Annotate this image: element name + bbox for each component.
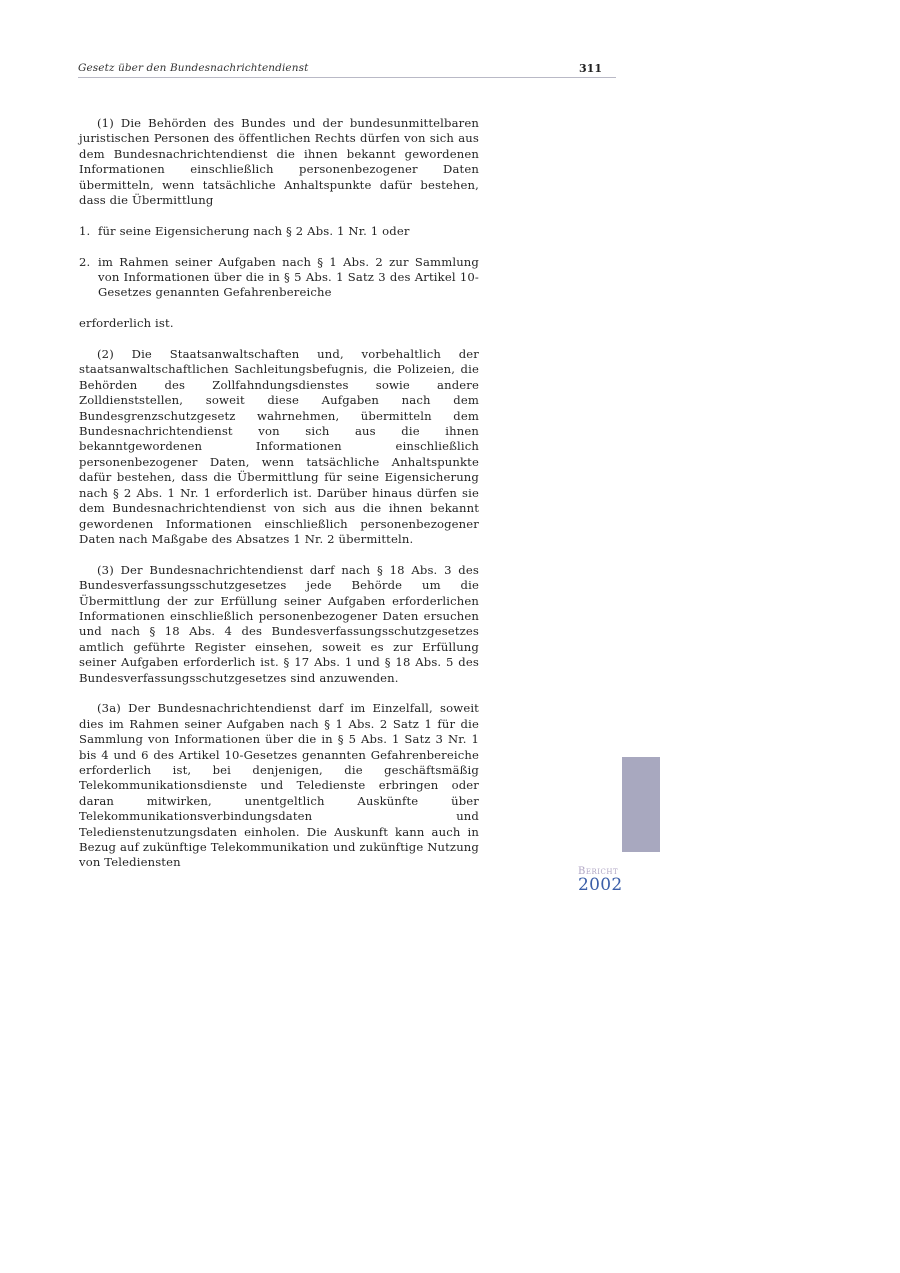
body-text xyxy=(79,116,479,886)
page-number: 311 xyxy=(579,62,602,75)
brand-year: 2002 xyxy=(578,875,623,895)
paragraph-3: (3) Der Bundesnachrichtendienst darf nach § 18 Abs. 3 des Bundesverfassungsschutzgesetzes jede Behörde um die Übermittlung der zur Erfüllung seiner Aufgaben erforderlichen Informationen einschließlich personenbezogener Daten ersuchen und nach § 18 Abs. 4 des Bundesverfassungsschutzgesetzes amtlich geführte Register einsehen, soweit es zur Erfüllung seiner Aufgaben erforderlich ist. § 17 Abs. 1 und § 18 Abs. 5 des Bundesverfassungsschutzgesetzes sind anzuwenden. xyxy=(79,562,479,685)
list-text: für seine Eigensicherung nach § 2 Abs. 1 Nr. 1 oder xyxy=(98,223,410,238)
paragraph-1: (1) Die Behörden des Bundes und der bundesunmittelbaren juristischen Personen des öffentlichen Rechts dürfen von sich aus dem Bundesnachrichtendienst die ihnen bekannt gewordenen Informationen einschließlich personenbezogener Daten übermitteln, wenn tatsächliche Anhaltspunkte dafür bestehen, dass die Übermittlung xyxy=(79,116,479,208)
decorative-side-block xyxy=(622,757,660,852)
list-text: im Rahmen seiner Aufgaben nach § 1 Abs. 2 zur Sammlung von Informationen über die in § 5 Abs. 1 Satz 3 des Artikel 10-Gesetzes genannten Gefahrenbereiche xyxy=(98,254,479,300)
paragraph-2: (2) Die Staatsanwaltschaften und, vorbehaltlich der staatsanwaltschaftlichen Sachleitungsbefugnis, die Polizeien, die Behörden des Zollfahndungsdienstes sowie andere Zolldienststellen, soweit diese Aufgaben nach dem Bundesgrenzschutzgesetz wahrnehmen, übermitteln dem Bundesnachrichtendienst von sich aus die ihnen bekanntgewordenen Informationen einschließlich personenbezogener Daten, wenn tatsächliche Anhaltspunkte dafür bestehen, dass die Übermittlung für seine Eigensicherung nach § 2 Abs. 1 Nr. 1 erforderlich ist. Darüber hinaus dürfen sie dem Bundesnachrichtendienst von sich aus die ihnen bekannt gewordenen Informationen einschließlich personenbezogener Daten nach Maßgabe des Absatzes 1 Nr. 2 übermitteln. xyxy=(79,347,479,546)
paragraph-3a: (3a) Der Bundesnachrichtendienst darf im Einzelfall, soweit dies im Rahmen seiner Aufgaben nach § 1 Abs. 2 Satz 1 für die Sammlung von Informationen über die in § 5 Abs. 1 Satz 3 Nr. 1 bis 4 und 6 des Artikel 10-Gesetzes genannten Gefahrenbereiche erforderlich ist, bei denjenigen, die geschäftsmäßig Telekommunikationsdienste und Teledienste erbringen oder daran mitwirken, unentgeltlich Auskünfte über Telekommunikationsverbindungsdaten und Teledienstenutzungsdaten einholen. Die Auskunft kann auch in Bezug auf zukünftige Telekommunikation und zukünftige Nutzung von Telediensten xyxy=(79,701,479,870)
list-number: 1. xyxy=(79,223,91,238)
running-header xyxy=(78,62,616,78)
list-item xyxy=(79,255,479,301)
brand-word: Bericht xyxy=(578,866,619,877)
header-title: Gesetz über den Bundesnachrichtendienst xyxy=(78,62,309,74)
report-branding xyxy=(578,866,622,893)
list-conclusion: erforderlich ist. xyxy=(79,316,174,331)
numbered-list xyxy=(79,224,479,301)
list-number: 2. xyxy=(79,254,91,269)
list-item xyxy=(79,224,479,239)
